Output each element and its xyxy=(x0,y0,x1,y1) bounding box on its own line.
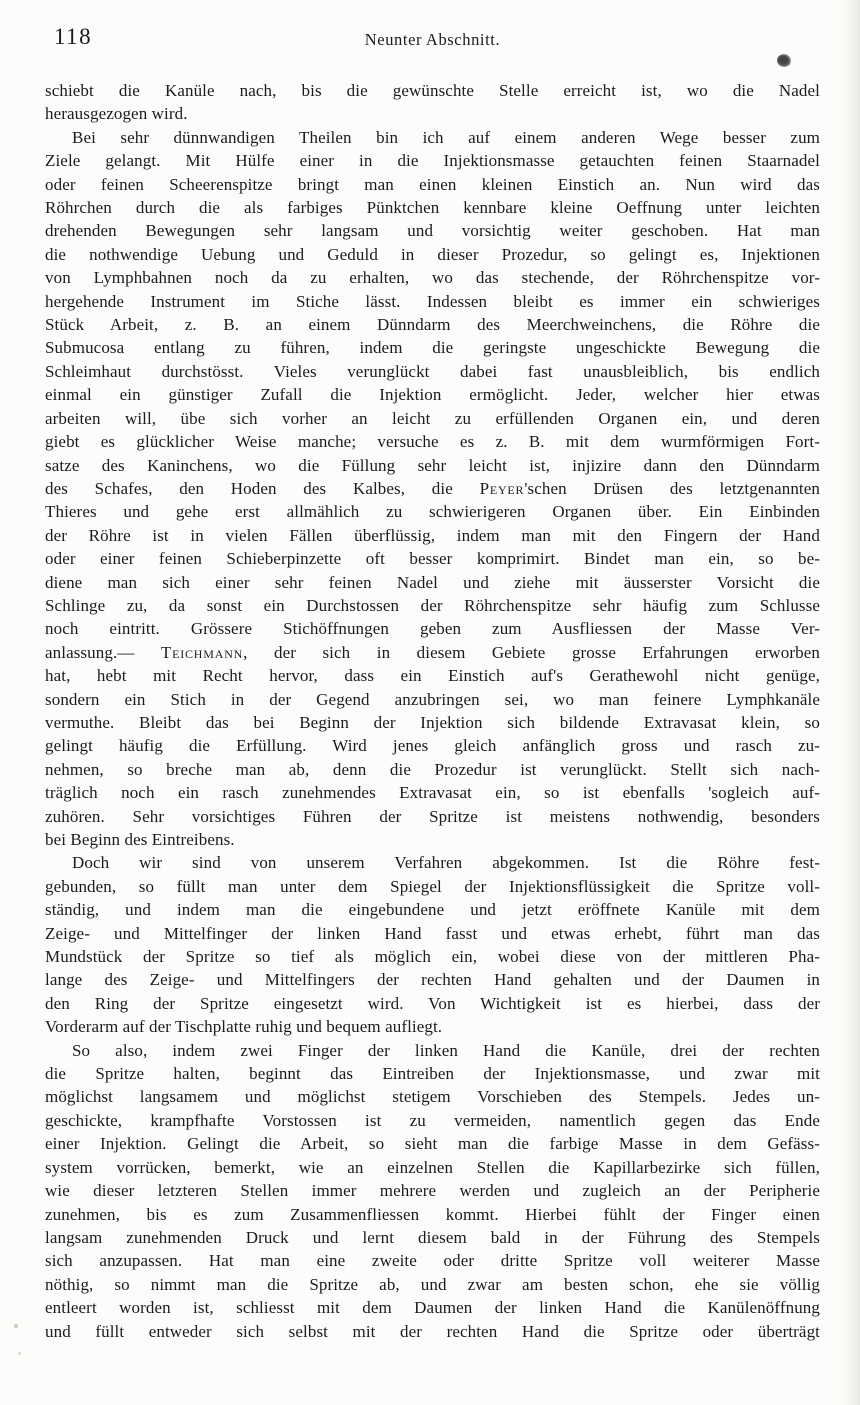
small-caps-name: Peyer xyxy=(479,478,525,498)
text-line: nehmen, so breche man ab, denn die Prozedur ist verunglückt. Stellt sich nach- xyxy=(45,759,820,779)
text-line: entleert worden ist, schliesst mit dem Daumen der linken Hand die Kanülenöffnung xyxy=(45,1298,820,1318)
text-line: diene man sich einer sehr feinen Nadel und ziehe mit äusserster Vorsicht die xyxy=(45,572,820,592)
text-line: hergehende Instrument im Stiche lässt. Indessen bleibt es immer ein schwieriges xyxy=(45,291,820,311)
text-line: Vorderarm auf der Tischplatte ruhig und bequem aufliegt. xyxy=(45,1017,443,1037)
text-line: die Spritze halten, beginnt das Eintreiben der Injektionsmasse, und zwar mit xyxy=(45,1064,820,1084)
text-line: einmal ein günstiger Zufall die Injektion ermöglicht. Jeder, welcher hier etwas xyxy=(45,385,820,405)
text-line: zuhören. Sehr vorsichtiges Führen der Spritze ist meistens nothwendig, besonders xyxy=(45,806,820,826)
ink-blot-artifact xyxy=(775,52,792,69)
text-line: gebunden, so füllt man unter dem Spiegel der Injektionsflüssigkeit die Spritze voll- xyxy=(45,876,820,896)
text-line: ständig, und indem man die eingebundene und jetzt eröffnete Kanüle mit dem xyxy=(45,900,820,920)
text-line: Bei sehr dünnwandigen Theilen bin ich auf einem anderen Wege besser zum xyxy=(72,127,820,147)
text-line: sondern ein Stich in der Gegend anzubringen sei, wo man feinere Lymphkanäle xyxy=(45,689,820,709)
text-line: der Röhre ist in vielen Fällen überflüssig, indem man mit den Fingern der Hand xyxy=(45,525,820,545)
text-line: herausgezogen wird. xyxy=(45,104,188,124)
text-line: Stück Arbeit, z. B. an einem Dünndarm des Meerchweinchens, die Röhre die xyxy=(45,315,820,335)
text-line: Ziele gelangt. Mit Hülfe einer in die Injektionsmasse getauchten feinen Staarnadel xyxy=(45,151,820,171)
text-line: noch eintritt. Grössere Stichöffnungen geben zum Ausfliessen der Masse Ver- xyxy=(45,619,820,639)
text-line: schiebt die Kanüle nach, bis die gewünschte Stelle erreicht ist, wo die Nadel xyxy=(45,81,820,100)
small-caps-name: Teichmann xyxy=(160,642,244,662)
text-line: So also, indem zwei Finger der linken Hand die Kanüle, drei der rechten xyxy=(72,1040,820,1060)
text-line: langsam zunehmenden Druck und lernt diesem bald in der Führung des Stempels xyxy=(45,1227,820,1247)
page-number: 118 xyxy=(54,24,93,49)
text-line: sich anzupassen. Hat man eine zweite oder dritte Spritze voll weiterer Masse xyxy=(45,1251,820,1271)
text-line: von Lymphbahnen noch da zu erhalten, wo das stechende, der Röhrchenspitze vor- xyxy=(45,268,820,288)
text-line: Schleimhaut durchstösst. Vieles verunglückt dabei fast unausbleiblich, bis endlich xyxy=(45,361,820,381)
text-line: hat, hebt mit Recht hervor, dass ein Einstich auf's Gerathewohl nicht genüge, xyxy=(45,666,820,686)
text-line: lange des Zeige- und Mittelfingers der rechten Hand gehalten und der Daumen in xyxy=(45,970,820,990)
text-line: wie dieser letzteren Stellen immer mehrere werden und zugleich an der Peripherie xyxy=(45,1181,820,1201)
text-line: Schlinge zu, da sonst ein Durchstossen der Röhrchenspitze sehr häufig zum Schlusse xyxy=(45,595,820,615)
text-line: satze des Kaninchens, wo die Füllung sehr leicht ist, injizire dann den Dünndarm xyxy=(45,455,820,475)
running-header: Neunter Abschnitt. xyxy=(364,30,501,49)
text-line: die nothwendige Uebung und Geduld in dieser Prozedur, so gelingt es, Injektionen xyxy=(45,244,820,264)
text-line: vermuthe. Bleibt das bei Beginn der Injektion sich bildende Extravasat klein, so xyxy=(45,712,820,732)
text-line: oder einer feinen Schieberpinzette oft besser komprimirt. Bindet man ein, so be- xyxy=(45,549,820,569)
text-line: bei Beginn des Eintreibens. xyxy=(45,830,235,849)
text-line: den Ring der Spritze eingesetzt wird. Von Wichtigkeit ist es hierbei, dass der xyxy=(45,993,820,1013)
text-line: giebt es glücklicher Weise manche; versuche es z. B. mit dem wurmförmigen Fort- xyxy=(45,432,820,452)
text-line: Zeige- und Mittelfinger der linken Hand fasst und etwas erhebt, führt man das xyxy=(45,923,820,943)
text-line: des Schafes, den Hoden des Kalbes, die Peyer'schen Drüsen des letztgenannten xyxy=(45,478,820,498)
scan-speck-artifact xyxy=(18,1352,21,1355)
text-line: träglich noch ein rasch zunehmendes Extravasat ein, so ist ebenfalls 'sogleich auf- xyxy=(45,783,820,803)
text-line: geschickte, krampfhafte Vorstossen ist zu vermeiden, namentlich gegen das Ende xyxy=(45,1110,820,1130)
text-line: Thieres und gehe erst allmählich zu schwierigeren Organen über. Ein Einbinden xyxy=(45,502,820,522)
text-line: Röhrchen durch die als farbiges Pünktchen kennbare kleine Oeffnung unter leichten xyxy=(45,198,820,218)
text-line: und füllt entweder sich selbst mit der rechten Hand die Spritze oder überträgt xyxy=(45,1321,820,1341)
text-block xyxy=(45,79,820,1343)
text-line: oder feinen Scheerenspitze bringt man einen kleinen Einstich an. Nun wird das xyxy=(45,174,820,194)
text-line: einer Injektion. Gelingt die Arbeit, so sieht man die farbige Masse in dem Gefäss- xyxy=(45,1134,820,1154)
text-line: system vorrücken, bemerkt, wie an einzelnen Stellen die Kapillarbezirke sich füllen, xyxy=(45,1157,820,1177)
text-line: arbeiten will, übe sich vorher an leicht zu erfüllenden Organen ein, und deren xyxy=(45,408,820,428)
text-line: möglichst langsamem und möglichst stetigem Vorschieben des Stempels. Jedes un- xyxy=(45,1087,820,1107)
text-line: Doch wir sind von unserem Verfahren abgekommen. Ist die Röhre fest- xyxy=(72,853,820,873)
text-line: drehenden Bewegungen sehr langsam und vorsichtig weiter geschoben. Hat man xyxy=(45,221,820,241)
text-line: anlassung.— Teichmann, der sich in diesem Gebiete grosse Erfahrungen erworben xyxy=(45,642,820,662)
scan-speck-artifact xyxy=(14,1324,18,1328)
text-line: Submucosa entlang zu führen, indem die geringste ungeschickte Bewegung die xyxy=(45,338,820,358)
text-line: nöthig, so nimmt man die Spritze ab, und zwar am besten schon, ehe sie völlig xyxy=(45,1274,820,1294)
text-line: zunehmen, bis es zum Zusammenfliessen kommt. Hierbei fühlt der Finger einen xyxy=(45,1204,820,1224)
page-edge-shadow xyxy=(842,0,860,1405)
text-line: Mundstück der Spritze so tief als möglich ein, wobei diese von der mittleren Pha- xyxy=(45,947,820,967)
text-line: gelingt häufig die Erfüllung. Wird jenes gleich anfänglich gross und rasch zu- xyxy=(45,736,820,756)
